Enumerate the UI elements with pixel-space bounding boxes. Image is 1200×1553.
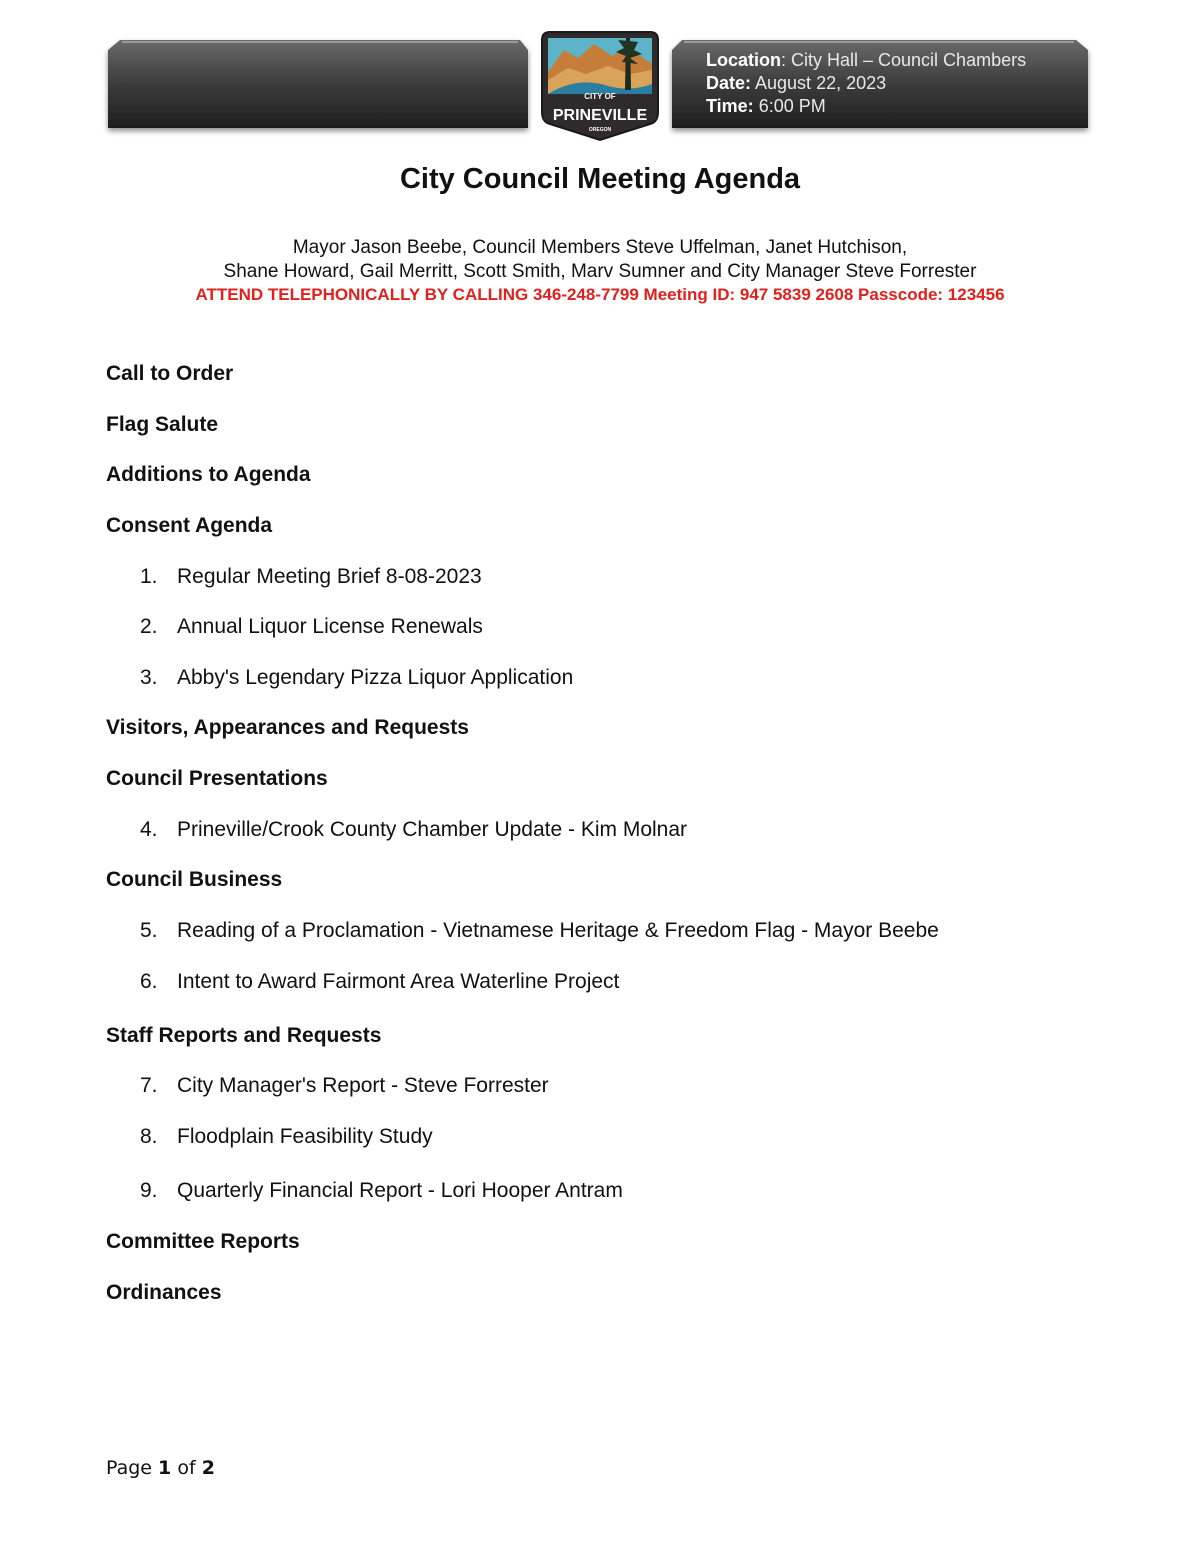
section-committee-reports: Committee Reports <box>106 1230 300 1253</box>
item-text: Prineville/Crook County Chamber Update - Kim Molnar <box>177 818 688 841</box>
item-number: 1. <box>140 565 158 588</box>
date-value: August 22, 2023 <box>751 73 887 93</box>
of-word: of <box>177 1457 196 1479</box>
date-line <box>706 72 1026 95</box>
members-line-1: Mayor Jason Beebe, Council Members Steve Uffelman, Janet Hutchison, <box>292 237 908 258</box>
item-number: 3. <box>140 666 158 689</box>
agenda-item <box>140 919 939 943</box>
item-text: Reading of a Proclamation - Vietnamese Heritage & Freedom Flag - Mayor Beebe <box>177 919 939 942</box>
page-total: 2 <box>201 1457 215 1479</box>
time-line <box>706 95 1026 118</box>
date-label: Date: <box>706 73 752 93</box>
location-label: Location <box>706 50 781 70</box>
time-value: 6:00 PM <box>753 96 826 116</box>
agenda-item <box>140 1074 549 1098</box>
section-flag-salute: Flag Salute <box>106 413 219 436</box>
item-number: 7. <box>140 1074 158 1097</box>
location-line <box>706 49 1026 72</box>
agenda-item <box>140 970 619 994</box>
council-members <box>0 236 1200 284</box>
item-number: 4. <box>140 818 158 841</box>
svg-text:CITY OF: CITY OF <box>584 92 616 101</box>
telephone-attendance-notice: ATTEND TELEPHONICALLY BY CALLING 346-248-7799 Meeting ID: 947 5839 2608 Passcode: 123456 <box>195 285 1005 304</box>
item-number: 9. <box>140 1179 158 1202</box>
item-text: Annual Liquor License Renewals <box>177 615 483 638</box>
section-visitors: Visitors, Appearances and Requests <box>106 716 469 739</box>
section-call-to-order: Call to Order <box>106 362 234 385</box>
item-number: 8. <box>140 1125 158 1148</box>
item-text: Regular Meeting Brief 8-08-2023 <box>177 565 482 588</box>
agenda-item <box>140 818 687 842</box>
item-number: 2. <box>140 615 158 638</box>
members-line-2: Shane Howard, Gail Merritt, Scott Smith, Marv Sumner and City Manager Steve Forrester <box>223 261 977 282</box>
agenda-item <box>140 1125 433 1149</box>
page-word: Page <box>106 1457 152 1479</box>
item-text: Quarterly Financial Report - Lori Hooper Antram <box>177 1179 623 1202</box>
section-council-business: Council Business <box>106 868 283 891</box>
header-banner-left <box>100 30 532 138</box>
agenda-item <box>140 565 482 589</box>
time-label: Time: <box>706 96 754 116</box>
item-text: City Manager's Report - Steve Forrester <box>177 1074 549 1097</box>
page-current: 1 <box>158 1457 172 1479</box>
location-value: : City Hall – Council Chambers <box>781 50 1027 70</box>
item-number: 6. <box>140 970 158 993</box>
section-staff-reports: Staff Reports and Requests <box>106 1024 382 1047</box>
meeting-details <box>706 49 1026 118</box>
page-number <box>106 1457 215 1479</box>
item-text: Floodplain Feasibility Study <box>177 1125 433 1148</box>
section-council-presentations: Council Presentations <box>106 767 328 790</box>
agenda-item <box>140 1179 623 1203</box>
section-ordinances: Ordinances <box>106 1281 222 1304</box>
item-text: Abby's Legendary Pizza Liquor Application <box>177 666 574 689</box>
svg-text:OREGON: OREGON <box>588 127 612 133</box>
svg-text:PRINEVILLE: PRINEVILLE <box>552 107 648 124</box>
section-consent-agenda: Consent Agenda <box>106 514 273 537</box>
agenda-item <box>140 615 483 639</box>
item-number: 5. <box>140 919 158 942</box>
agenda-item <box>140 666 573 690</box>
item-text: Intent to Award Fairmont Area Waterline Project <box>177 970 620 993</box>
section-additions-to-agenda: Additions to Agenda <box>106 463 311 486</box>
city-logo <box>538 28 662 146</box>
page-title: City Council Meeting Agenda <box>399 163 801 195</box>
